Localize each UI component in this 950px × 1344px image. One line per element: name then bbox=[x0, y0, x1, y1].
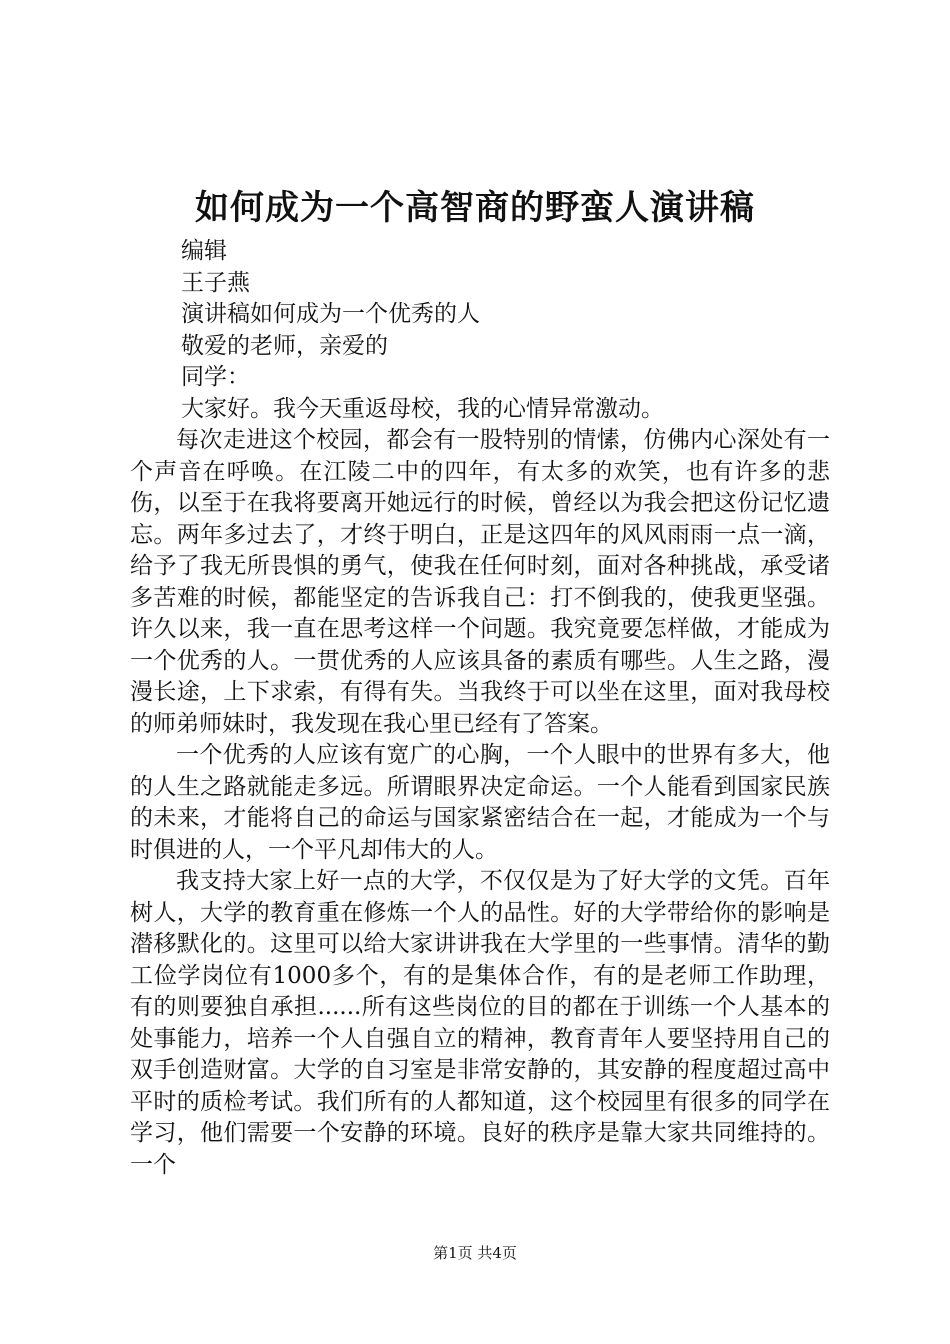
meta-line-author: 王子燕 bbox=[181, 269, 250, 296]
body-paragraph-1: 每次走进这个校园，都会有一股特别的情愫，仿佛内心深处有一个声音在呼唤。在江陵二中的四年，有太多的欢笑，也有许多的悲伤，以至于在我将要离开她远行的时候，曾经以为我会把这份记忆遗忘。两年多过去了，才终于明白，正是这四年的风风雨雨一点一滴，给予了我无所畏惧的勇气，使我在任何时刻，面对各种挑战，承受诸多苦难的时候，都能坚定的告诉我自己：打不倒我的，使我更坚强。许久以来，我一直在思考这样一个问题。我究竟要怎样做，才能成为一个优秀的人。一贯优秀的人应该具备的素质有哪些。人生之路，漫漫长途，上下求索，有得有失。当我终于可以坐在这里，面对我母校的师弟师妹时，我发现在我心里已经有了答案。 bbox=[130, 427, 830, 737]
meta-line-salutation-cont: 同学： bbox=[181, 364, 250, 390]
meta-line-editor: 编辑 bbox=[181, 238, 227, 264]
body-paragraph-3: 我支持大家上好一点的大学，不仅仅是为了好大学的文凭。百年树人，大学的教育重在修炼一个人的品性。好的大学带给你的影响是潜移默化的。这里可以给大家讲讲我在大学里的一些事情。清华的勤工俭学岗位有1000多个，有的是集体合作，有的是老师工作助理，有的则要独自承担......所有这些岗位的目的都在于训练一个人基本的处事能力，培养一个人自强自立的精神，教育青年人要坚持用自己的双手创造财富。大学的自习室是非常安静的，其安静的程度超过高中平时的质检考试。我们所有的人都知道，这个校园里有很多的同学在学习，他们需要一个安静的环境。良好的秩序是靠大家共同维持的。一个 bbox=[130, 868, 830, 1178]
meta-line-salutation: 敬爱的老师，亲爱的 bbox=[181, 332, 388, 359]
document-title: 如何成为一个高智商的野蛮人演讲稿 bbox=[195, 188, 755, 228]
page-footer: 第1页 共4页 bbox=[433, 1244, 517, 1262]
document-body bbox=[130, 425, 830, 1181]
meta-line-subtitle: 演讲稿如何成为一个优秀的人 bbox=[181, 301, 480, 327]
meta-line-greeting: 大家好。我今天重返母校，我的心情异常激动。 bbox=[181, 395, 664, 422]
body-paragraph-2: 一个优秀的人应该有宽广的心胸，一个人眼中的世界有多大，他的人生之路就能走多远。所谓眼界决定命运。一个人能看到国家民族的未来，才能将自己的命运与国家紧密结合在一起，才能成为一个与时俱进的人，一个平凡却伟大的人。 bbox=[130, 742, 830, 863]
document-meta bbox=[181, 236, 664, 425]
